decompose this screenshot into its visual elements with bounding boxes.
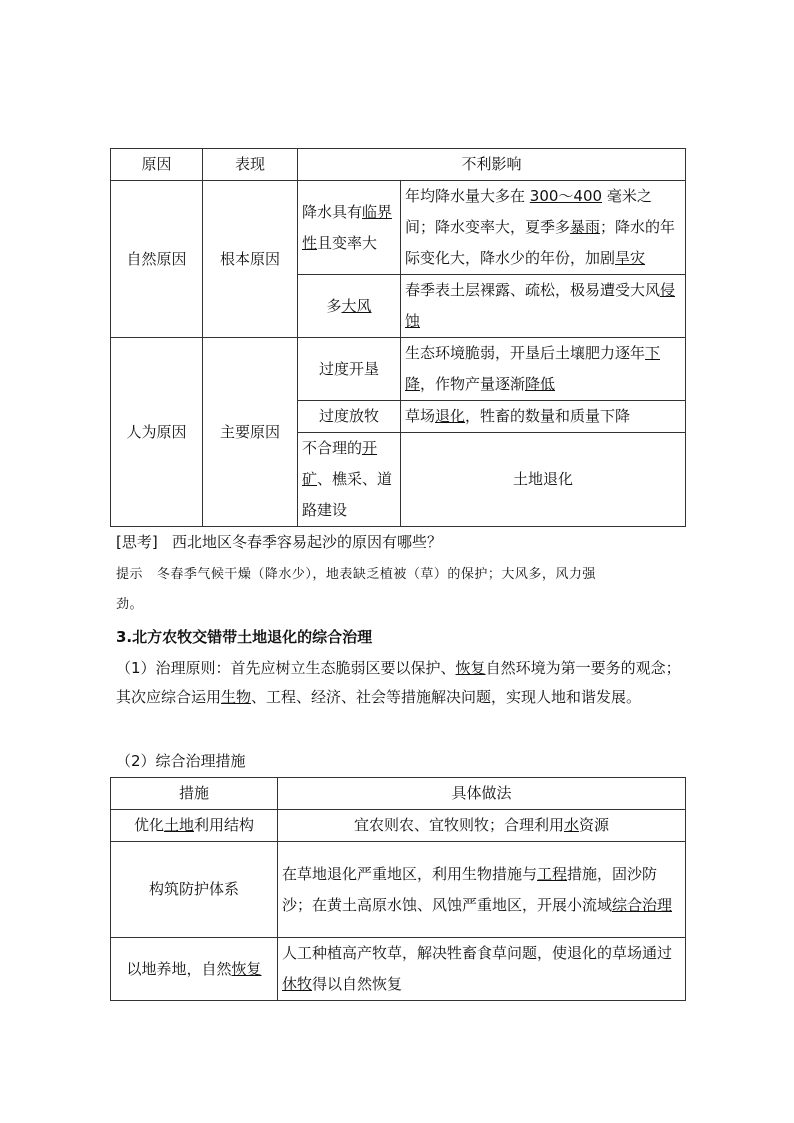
rain-impact-cell: 年均降水量大多在 300～400 毫米之间；降水变率大，夏季多暴雨；降水的年际变化大，降水少的年份，加剧旱灾 bbox=[401, 181, 686, 275]
header-practice: 具体做法 bbox=[278, 778, 686, 810]
think-label: [思考] bbox=[116, 533, 158, 551]
land-degradation-causes-table bbox=[110, 148, 686, 527]
measure-restore-cell: 以地养地，自然恢复 bbox=[111, 938, 278, 1001]
hint-line-1 bbox=[116, 565, 596, 585]
over-grazing-impact-cell: 草场退化，牲畜的数量和质量下降 bbox=[401, 401, 686, 433]
land-degradation-cell: 土地退化 bbox=[401, 433, 686, 527]
fundamental-cause-cell: 根本原因 bbox=[203, 181, 298, 338]
over-farming-cell: 过度开垦 bbox=[298, 338, 401, 401]
header-measure: 措施 bbox=[111, 778, 278, 810]
rain-variability-cell: 降水具有临界性且变率大 bbox=[298, 181, 401, 275]
hint-text: 冬春季气候干燥（降水少），地表缺乏植被（草）的保护；大风多，风力强 bbox=[156, 567, 596, 582]
header-cause: 原因 bbox=[111, 149, 203, 181]
practice-optimize-cell: 宜农则农、宜牧则牧；合理利用水资源 bbox=[278, 810, 686, 842]
measure-protection-cell: 构筑防护体系 bbox=[111, 842, 278, 938]
unreasonable-activity-cell: 不合理的开矿、樵采、道路建设 bbox=[298, 433, 401, 527]
principle-paragraph: （1）治理原则：首先应树立生态脆弱区要以保护、恢复自然环境为第一要务的观念；其次应综合运用生物、工程、经济、社会等措施解决问题，实现人地和谐发展。 bbox=[116, 659, 681, 706]
over-farming-impact-cell: 生态环境脆弱，开垦后土壤肥力逐年下降，作物产量逐渐降低 bbox=[401, 338, 686, 401]
over-grazing-cell: 过度放牧 bbox=[298, 401, 401, 433]
hint-label: 提示 bbox=[116, 567, 144, 582]
practice-protection-cell: 在草地退化严重地区，利用生物措施与工程措施，固沙防沙；在黄土高原水蚀、风蚀严重地区，开展小流域综合治理 bbox=[278, 842, 686, 938]
header-impact: 不利影响 bbox=[298, 149, 686, 181]
measures-table bbox=[110, 777, 686, 1001]
practice-restore-cell: 人工种植高产牧草，解决牲畜食草问题，使退化的草场通过休牧得以自然恢复 bbox=[278, 938, 686, 1001]
human-cause-cell: 人为原因 bbox=[111, 338, 203, 527]
measures-title: （2）综合治理措施 bbox=[116, 752, 246, 770]
main-cause-cell: 主要原因 bbox=[203, 338, 298, 527]
wind-impact-cell: 春季表土层裸露、疏松，极易遭受大风侵蚀 bbox=[401, 275, 686, 338]
think-question bbox=[116, 532, 442, 552]
hint-line-2: 劲。 bbox=[116, 597, 144, 612]
measure-optimize-cell: 优化土地利用结构 bbox=[111, 810, 278, 842]
wind-cell: 多大风 bbox=[298, 275, 401, 338]
think-question-text: 西北地区冬春季容易起沙的原因有哪些？ bbox=[172, 533, 443, 551]
header-manifestation: 表现 bbox=[203, 149, 298, 181]
section-3-title: 3.北方农牧交错带土地退化的综合治理 bbox=[116, 628, 373, 646]
natural-cause-cell: 自然原因 bbox=[111, 181, 203, 338]
